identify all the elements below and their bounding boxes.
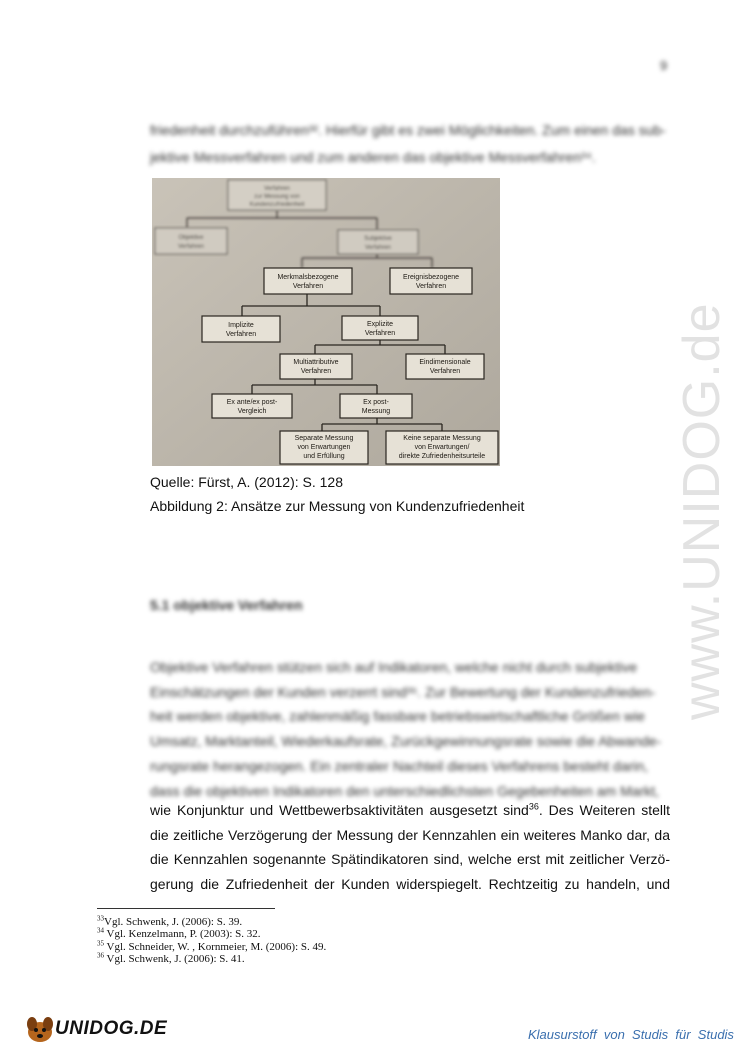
watermark: www.UNIDOG.de (673, 302, 731, 720)
box-separate-line: und Erfüllung (303, 453, 345, 460)
figure-photo (152, 178, 500, 466)
box-multi-line: Multiattributive (293, 359, 339, 366)
box-separate (280, 431, 368, 464)
box-explicit-line: Explizite (366, 321, 394, 328)
box-separate-line: Separate Messung (294, 435, 354, 442)
paragraph-objective-blurred (150, 655, 670, 803)
box-root-line: Verfahren (263, 186, 291, 192)
box-subjective-line: Verfahren (364, 245, 392, 251)
footer-tagline: Klausurstoff von Studis für Studis (528, 1027, 734, 1042)
section-heading: 5.1 objektive Verfahren (150, 597, 303, 613)
text-line: dass die objektiven Indikatoren den unterschiedlichsten Gegebenheiten am Markt, (150, 782, 659, 799)
box-nonseparate (386, 431, 498, 464)
box-event-line: Ereignisbezogene (402, 274, 460, 281)
box-subjective (338, 230, 418, 254)
figure-source: Quelle: Fürst, A. (2012): S. 128 (150, 474, 343, 490)
box-uni-line: Eindimensionale (419, 359, 471, 366)
box-implicit-line: Implizite (228, 322, 254, 329)
box-nonseparate-line: direkte Zufriedenheitsurteile (398, 453, 486, 460)
box-explicit-line: Verfahren (364, 330, 396, 337)
footnote: $^{33}$Vgl. Schwenk, J. (2006): S. 39. (97, 914, 243, 928)
box-event (390, 268, 472, 294)
text-line: die Kennzahlen sogenannte Spätindikatoren sind, welche erst mit zeitlicher Verzö- (150, 851, 670, 868)
box-uni-line: Verfahren (429, 368, 461, 375)
box-implicit (202, 316, 280, 342)
text-line: Umsatz, Marktanteil, Wiederkaufsrate, Zurückgewinnungsrate sowie die Abwande- (150, 733, 662, 750)
dog-logo-icon (22, 1010, 58, 1046)
footnote: $^{35}$ Vgl. Schneider, W. , Kornmeier, M. (2006): S. 49. (97, 939, 327, 953)
box-separate-line: von Erwartungen (297, 444, 351, 451)
box-root-line: Kundenzufriedenheit (249, 202, 305, 208)
text-line: friedenheit durchzuführen³². Hierfür gibt es zwei Möglichkeiten. Zum einen das sub- (150, 122, 666, 138)
page-number: 9 (660, 58, 668, 73)
box-objective-line: Objektive (178, 235, 204, 241)
box-expost (340, 394, 412, 418)
box-feature-line: Merkmalsbezogene (277, 274, 339, 281)
box-subjective-line: Subjektive (364, 236, 392, 242)
text-line: die zeitliche Verzögerung der Messung der Kennzahlen ein weiteres Manko dar, da (150, 826, 670, 843)
box-root (228, 180, 326, 210)
box-objective-line: Verfahren (177, 244, 205, 250)
footnote-ref: 36 (528, 801, 539, 812)
box-expost-line: Messung (361, 408, 391, 415)
footnote-divider (97, 908, 275, 909)
box-implicit-line: Verfahren (225, 331, 257, 338)
box-feature-line: Verfahren (292, 283, 324, 290)
text-line: jektive Messverfahren und zum anderen das objektive Messverfahren³⁴. (150, 149, 596, 165)
text-line: heit werden objektive, zahlenmäßig fassbare betriebswirtschaftliche Größen wie (150, 708, 645, 725)
box-multi-line: Verfahren (300, 368, 332, 375)
paragraph-objective (150, 798, 670, 897)
footnote: $^{34}$ Vgl. Kenzelmann, P. (2003): S. 32. (97, 926, 261, 941)
paragraph-intro (150, 117, 670, 171)
figure-caption: Abbildung 2: Ansätze zur Messung von Kundenzufriedenheit (150, 498, 525, 514)
text-line: wie Konjunktur und Wettbewerbsaktivitäten ausgesetzt sind$^{36}$. Des Weiteren stellt (150, 801, 670, 818)
box-explicit (342, 316, 418, 340)
text-line: gerung die Zufriedenheit der Kunden widerspiegelt. Rechtzeitig zu handeln, und (150, 876, 670, 893)
text-line: Objektive Verfahren stützen sich auf Indikatoren, welche nicht durch subjektive (150, 659, 638, 675)
box-nonseparate-line: Keine separate Messung (403, 435, 481, 442)
box-event-line: Verfahren (415, 283, 447, 290)
box-feature (264, 268, 352, 294)
footnote: $^{36}$ Vgl. Schwenk, J. (2006): S. 41. (97, 951, 245, 966)
box-expost-line: Ex post- (363, 399, 389, 406)
text-line: rungsrate herangezogen. Ein zentraler Nachteil dieses Verfahrens besteht darin, (150, 757, 649, 774)
text-line: Einschätzungen der Kunden verzerrt sind³⁵. Zur Bewertung der Kundenzufrieden- (150, 683, 656, 700)
footnotes (97, 916, 326, 966)
box-uni (406, 354, 484, 379)
box-exante (212, 394, 292, 418)
box-multi (280, 354, 352, 379)
box-objective (155, 228, 227, 254)
box-nonseparate-line: von Erwartungen/ (414, 444, 470, 451)
box-exante-line: Vergleich (237, 408, 267, 415)
logo-text: UNIDOG.DE (55, 1018, 168, 1039)
box-exante-line: Ex ante/ex post- (226, 399, 278, 406)
box-root-line: zur Messung von (254, 194, 300, 200)
